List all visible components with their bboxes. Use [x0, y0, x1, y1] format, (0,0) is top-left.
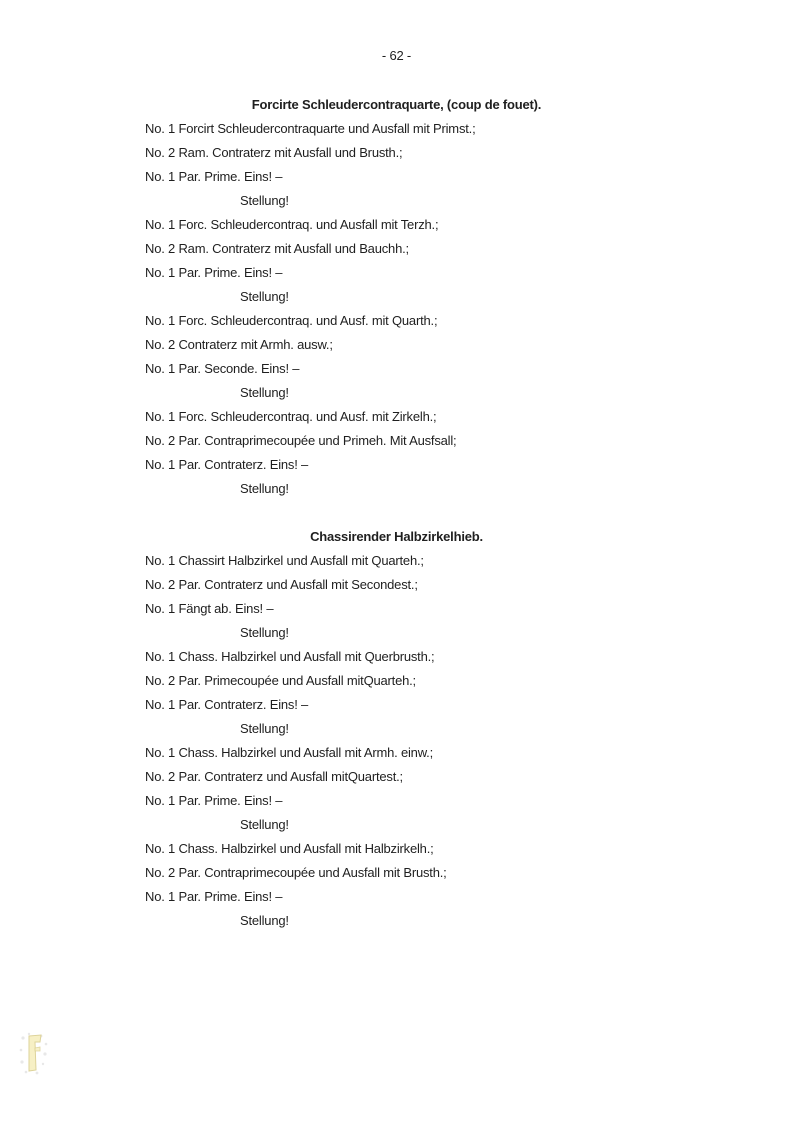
- drill-line: No. 2 Ram. Contraterz mit Ausfall und Brusth.;: [145, 145, 403, 160]
- drill-line: No. 1 Forc. Schleudercontraq. und Ausfall mit Terzh.;: [145, 217, 439, 232]
- drill-line: No. 2 Par. Contraterz und Ausfall mit Secondest.;: [145, 577, 418, 592]
- stellung-line: Stellung!: [240, 625, 289, 640]
- drill-line: No. 1 Chass. Halbzirkel und Ausfall mit Halbzirkelh.;: [145, 841, 434, 856]
- drill-line: No. 1 Fängt ab. Eins! –: [145, 601, 274, 616]
- section-heading: Forcirte Schleudercontraquarte, (coup de fouet).: [251, 97, 542, 112]
- drill-line: No. 1 Forc. Schleudercontraq. und Ausf. mit Zirkelh.;: [145, 409, 437, 424]
- drill-line: No. 2 Contraterz mit Armh. ausw.;: [145, 337, 333, 352]
- drill-line: No. 1 Par. Contraterz. Eins! –: [145, 697, 309, 712]
- drill-line: No. 1 Chass. Halbzirkel und Ausfall mit Querbrusth.;: [145, 649, 435, 664]
- stellung-line: Stellung!: [240, 481, 289, 496]
- drill-line: No. 1 Chassirt Halbzirkel und Ausfall mit Quarteh.;: [145, 553, 424, 568]
- drill-line: No. 1 Par. Prime. Eins! –: [145, 265, 283, 280]
- section-spacer: [0, 501, 793, 525]
- drill-line: No. 1 Forc. Schleudercontraq. und Ausf. mit Quarth.;: [145, 313, 438, 328]
- drill-line: No. 2 Par. Primecoupée und Ausfall mitQuarteh.;: [145, 673, 416, 688]
- section-heading: Chassirender Halbzirkelhieb.: [310, 529, 483, 544]
- drill-line: No. 2 Par. Contraprimecoupée und Primeh. Mit Ausfsall;: [145, 433, 457, 448]
- stellung-line: Stellung!: [240, 193, 289, 208]
- drill-line: No. 1 Par. Prime. Eins! –: [145, 169, 283, 184]
- stellung-line: Stellung!: [240, 289, 289, 304]
- drill-line: No. 1 Chass. Halbzirkel und Ausfall mit Armh. einw.;: [145, 745, 434, 760]
- stellung-line: Stellung!: [240, 913, 289, 928]
- drill-line: No. 1 Par. Seconde. Eins! –: [145, 361, 300, 376]
- page-content: [0, 93, 793, 933]
- drill-line: No. 1 Par. Contraterz. Eins! –: [145, 457, 309, 472]
- drill-line: No. 2 Par. Contraprimecoupée und Ausfall mit Brusth.;: [145, 865, 447, 880]
- drill-line: No. 1 Par. Prime. Eins! –: [145, 889, 283, 904]
- drill-line: No. 1 Par. Prime. Eins! –: [145, 793, 283, 808]
- stamp-icon: [17, 1030, 51, 1076]
- drill-line: No. 2 Ram. Contraterz mit Ausfall und Bauchh.;: [145, 241, 409, 256]
- stellung-line: Stellung!: [240, 817, 289, 832]
- drill-line: No. 1 Forcirt Schleudercontraquarte und Ausfall mit Primst.;: [145, 121, 476, 136]
- stellung-line: Stellung!: [240, 721, 289, 736]
- page-number: - 62 -: [381, 48, 412, 63]
- drill-line: No. 2 Par. Contraterz und Ausfall mitQuartest.;: [145, 769, 403, 784]
- stellung-line: Stellung!: [240, 385, 289, 400]
